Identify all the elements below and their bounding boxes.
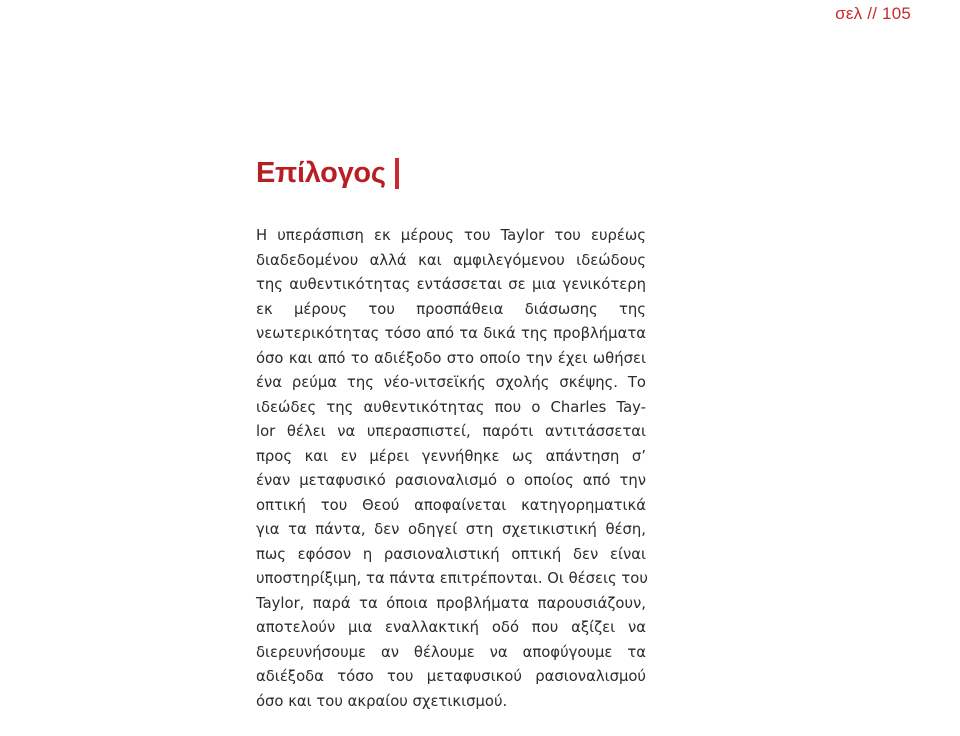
section-title: Επίλογος: [256, 157, 386, 189]
text-line: ένα ρεύμα της νέο-νιτσεϊκής σχολής σκέψης. Το: [256, 374, 646, 391]
text-line: εκ μέρους του προσπάθεια διάσωσης της: [256, 300, 646, 318]
text-line: υποστηρίξιμη, τα πάντα επιτρέπονται. Οι θέσεις του: [256, 570, 648, 587]
text-line: lor θέλει να υπερασπιστεί, παρότι αντιτάσσεται: [256, 423, 646, 440]
text-line: για τα πάντα, δεν οδηγεί στη σχετικιστική θέση,: [256, 521, 646, 538]
text-line: όσο και από το αδιέξοδο στο οποίο την έχει ωθήσει: [256, 349, 646, 367]
text-line: αδιέξοδα τόσο του μεταφυσικού ρασιοναλισμού: [256, 668, 646, 685]
text-line: νεωτερικότητας τόσο από τα δικά της προβλήματα: [256, 325, 646, 342]
text-line: έναν μεταφυσικό ρασιοναλισμό ο οποίος από την: [256, 472, 646, 489]
text-line: διαδεδομένου αλλά και αμφιλεγόμενου ιδεώδους: [256, 251, 646, 269]
text-line: προς και εν μέρει γεννήθηκε ως απάντηση σ’: [256, 447, 646, 465]
text-line: διερευνήσουμε αν θέλουμε να αποφύγουμε τα: [256, 643, 646, 661]
section-heading: [256, 152, 399, 194]
body-paragraph: [256, 224, 646, 714]
text-line: όσο και του ακραίου σχετικισμού.: [256, 692, 508, 710]
text-line: ιδεώδες της αυθεντικότητας που ο Charles Tay-: [256, 398, 646, 416]
text-line: οπτική του Θεού αποφαίνεται κατηγορηματικά: [256, 496, 646, 514]
text-line: πως εφόσον η ρασιοναλιστική οπτική δεν είναι: [256, 545, 646, 563]
heading-accent-bar: [395, 158, 399, 189]
page-number: σελ // 105: [835, 4, 911, 23]
text-line: της αυθεντικότητας εντάσσεται σε μια γενικότερη: [256, 276, 646, 293]
text-line: αποτελούν μια εναλλακτική οδό που αξίζει να: [256, 619, 646, 636]
text-line: Η υπεράσπιση εκ μέρους του Taylor του ευρέως: [256, 227, 646, 244]
text-line: Taylor, παρά τα όποια προβλήματα παρουσιάζουν,: [256, 594, 646, 612]
